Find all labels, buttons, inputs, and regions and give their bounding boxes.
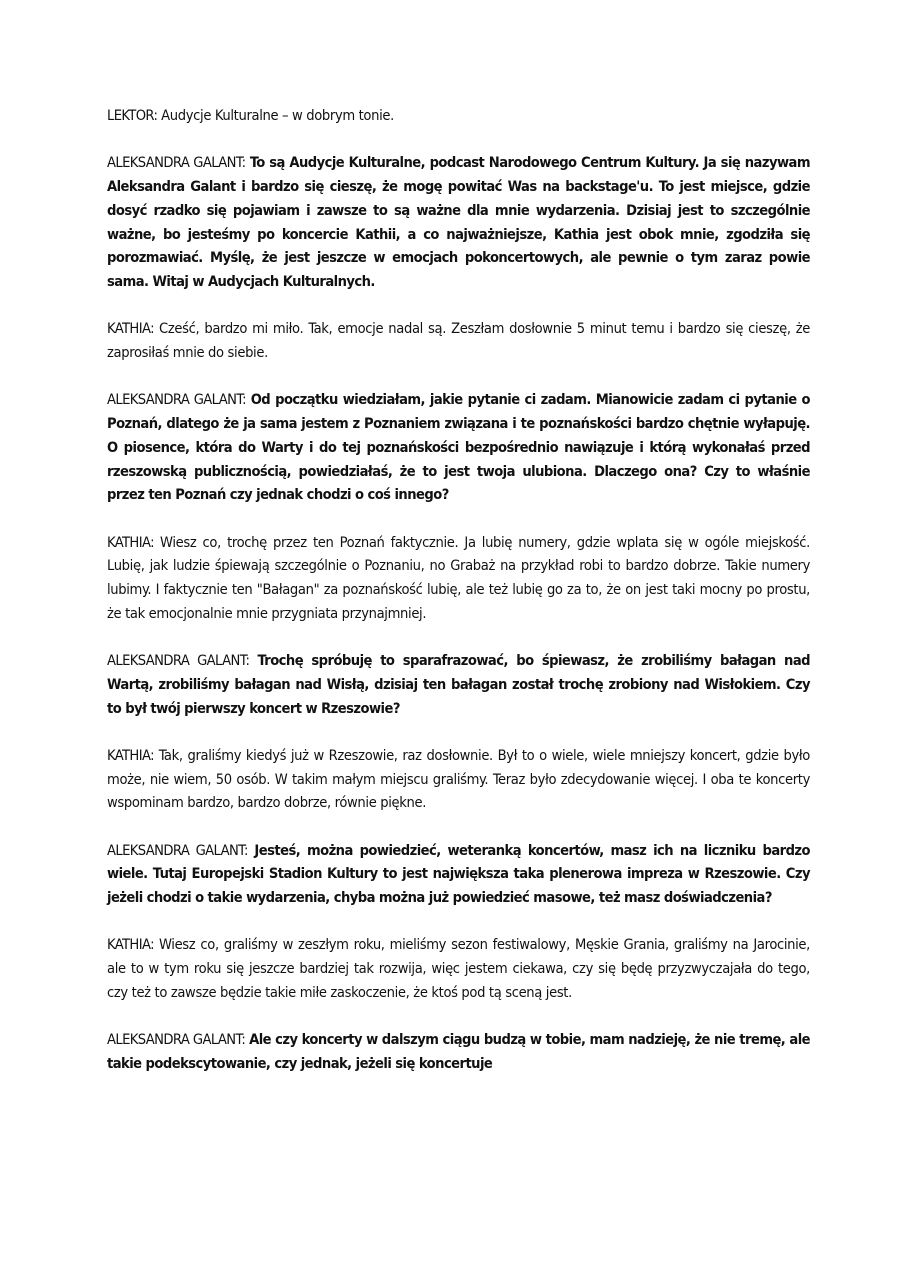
speech-text: Audycje Kulturalne – w dobrym tonie.	[161, 107, 394, 124]
speaker-label: KATHIA:	[107, 320, 154, 338]
paragraph-guest	[107, 933, 810, 1004]
paragraph-host	[107, 388, 810, 507]
speech-text: Wiesz co, graliśmy w zeszłym roku, mieliśmy sezon festiwalowy, Męskie Grania, graliśmy na Jarocinie, ale to w tym roku się jeszcze bardziej tak rozwija, więc jestem ciekawa, czy się będę przyzwyczajała do tego, czy też to zawsze będzie takie miłe zaskoczenie, że ktoś pod tą sceną jest.	[107, 936, 810, 1001]
speech-text: Cześć, bardzo mi miło. Tak, emocje nadal są. Zeszłam dosłownie 5 minut temu i bardzo się cieszę, że zaprosiłaś mnie do siebie.	[107, 320, 810, 361]
speech-text: Tak, graliśmy kiedyś już w Rzeszowie, raz dosłownie. Był to o wiele, wiele mniejszy koncert, gdzie było może, nie wiem, 50 osób. W takim małym miejscu graliśmy. Teraz było zdecydowanie więcej. I oba te koncerty wspominam bardzo, bardzo dobrze, równie piękne.	[107, 746, 810, 812]
speaker-label: KATHIA:	[107, 533, 154, 551]
paragraph-guest	[107, 317, 810, 364]
speaker-label: ALEKSANDRA GALANT:	[107, 841, 248, 859]
speech-text: To są Audycje Kulturalne, podcast Narodowego Centrum Kultury. Ja się nazywam Aleksandra Galant i bardzo się cieszę, że mogę powitać Was na backstage'u. To jest miejsce, gdzie dosyć rzadko się pojawiam i zawsze to są ważne dla mnie wydarzenia. Dzisiaj jest to szczególnie ważne, bo jesteśmy po koncercie Kathii, a co najważniejsze, Kathia jest obok mnie, zgodziła się porozmawiać. Myślę, że jest jeszcze w emocjach pokoncertowych, ale pewnie o tym zaraz powie sama. Witaj w Audycjach Kulturalnych.	[107, 154, 810, 290]
speech-text: Ale czy koncerty w dalszym ciągu budzą w tobie, mam nadzieję, że nie tremę, ale takie podekscytowanie, czy jednak, jeżeli się koncertuje	[107, 1031, 810, 1072]
paragraph-host	[107, 649, 810, 720]
speaker-label: ALEKSANDRA GALANT:	[107, 652, 250, 670]
speaker-label: ALEKSANDRA GALANT:	[107, 154, 246, 172]
speech-text: Od początku wiedziałam, jakie pytanie ci zadam. Mianowicie zadam ci pytanie o Poznań, dlatego że ja sama jestem z Poznaniem związana i te poznańskości bardzo chętnie wyłapuję. O piosence, która do Warty i do tej poznańskości bezpośrednio nawiązuje i którą wykonałaś przed rzeszowską publicznością, powiedziałaś, że to jest twoja ulubiona. Dlaczego ona? Czy to właśnie przez ten Poznań czy jednak chodzi o coś innego?	[107, 391, 810, 504]
paragraph-host	[107, 1028, 810, 1075]
speech-text: Trochę spróbuję to sparafrazować, bo śpiewasz, że zrobiliśmy bałagan nad Wartą, zrobiliśmy bałagan nad Wisłą, dzisiaj ten bałagan został trochę zrobiony nad Wisłokiem. Czy to był twój pierwszy koncert w Rzeszowie?	[107, 652, 811, 717]
speaker-label: KATHIA:	[107, 936, 154, 954]
paragraph-guest	[107, 744, 810, 815]
speaker-label: ALEKSANDRA GALANT:	[107, 1031, 246, 1049]
speech-text: Jesteś, można powiedzieć, weteranką koncertów, masz ich na liczniku bardzo wiele. Tutaj Europejski Stadion Kultury to jest największa taka plenerowa impreza w Rzeszowie. Czy jeżeli chodzi o takie wydarzenia, chyba można już powiedzieć masowe, też masz doświadczenia?	[107, 841, 810, 907]
speaker-label: LEKTOR:	[107, 107, 158, 124]
speaker-label: KATHIA:	[107, 746, 154, 764]
speaker-label: ALEKSANDRA GALANT:	[107, 391, 246, 409]
speech-text: Wiesz co, trochę przez ten Poznań faktycznie. Ja lubię numery, gdzie wplata się w ogóle miejskość. Lubię, jak ludzie śpiewają szczególnie o Poznaniu, no Grabaż na przykład robi to bardzo dobrze. Takie numery lubimy. I faktycznie ten "Bałagan" za poznańskość lubię, ale też lubię go za to, że on jest taki mocny po prostu, że tak emocjonalnie mnie przygniata przynajmniej.	[107, 533, 810, 622]
paragraph-host	[107, 151, 810, 293]
paragraph-host	[107, 839, 810, 910]
paragraph-guest	[107, 531, 810, 626]
paragraph-lektor	[107, 104, 810, 128]
transcript-page	[107, 104, 810, 1099]
